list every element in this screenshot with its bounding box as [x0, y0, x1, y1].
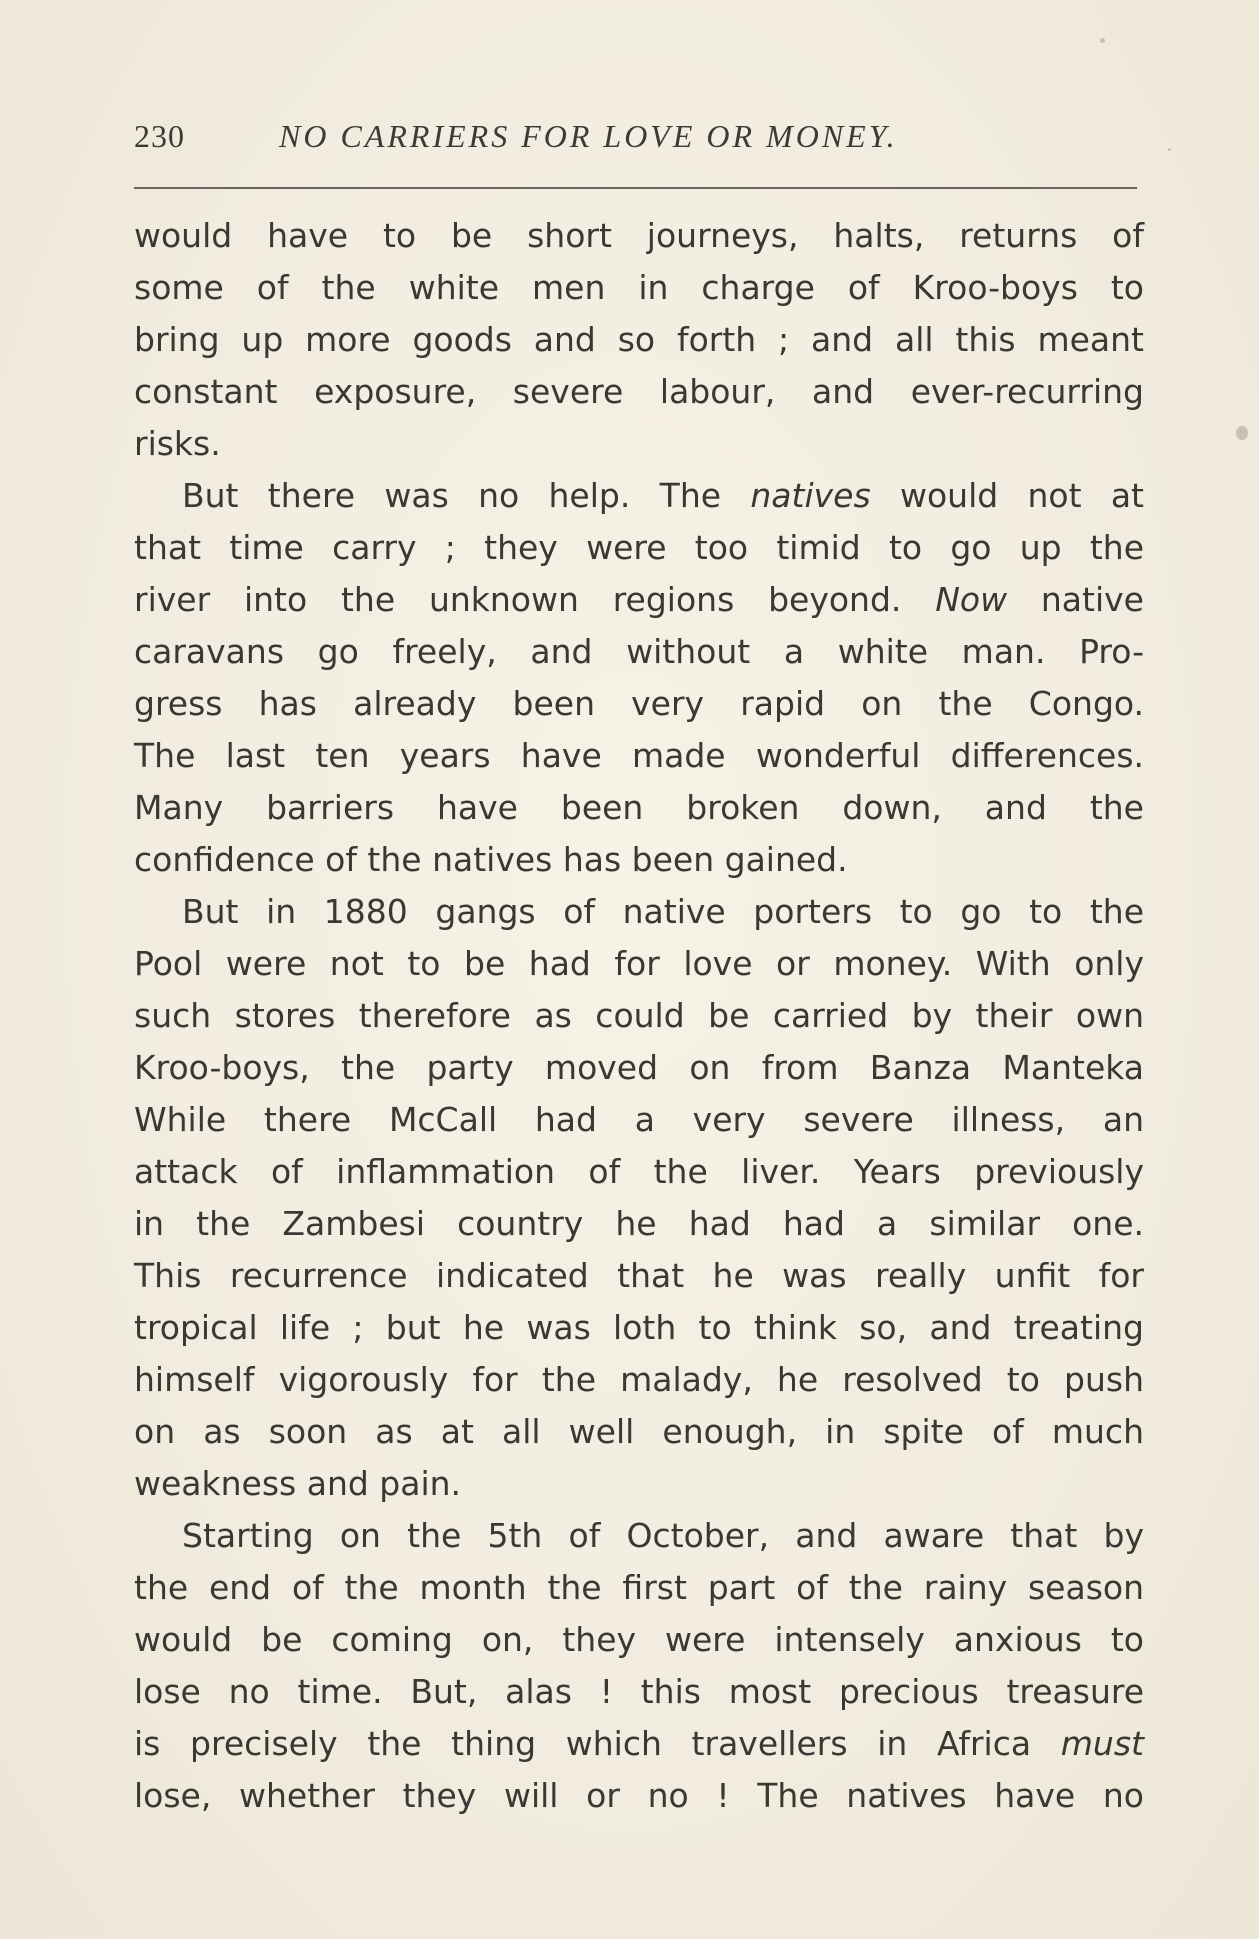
text-line: But in 1880 gangs of native porters to go to the	[182, 892, 1144, 931]
text-fragment: river into the unknown regions beyond.	[134, 580, 902, 619]
text-line: gress has already been very rapid on the Congo.	[134, 684, 1144, 723]
text-line: lose no time. But, alas ! this most precious treasure	[134, 1672, 1144, 1711]
the-word: The	[659, 476, 722, 515]
text-line: would be coming on, they were intensely anxious to	[134, 1620, 1144, 1659]
text-line: constant exposure, severe labour, and ever-recurring	[134, 372, 1144, 411]
text-line: bring up more goods and so forth ; and all this meant	[134, 320, 1144, 359]
text-line: Kroo-boys, the party moved on from Banza Manteka	[134, 1048, 1144, 1087]
text-line: on as soon as at all well enough, in spite of much	[134, 1412, 1144, 1451]
running-head: NO CARRIERS FOR LOVE OR MONEY.	[279, 118, 898, 154]
text-line: lose, whether they will or no ! The natives have no	[134, 1776, 1144, 1815]
text-line: in the Zambesi country he had had a similar one.	[134, 1204, 1144, 1243]
text-line	[134, 574, 1144, 626]
text-line: The last ten years have made wonderful differences.	[134, 736, 1144, 775]
text-line: confidence of the natives has been gained.	[134, 840, 848, 879]
text-line: Many barriers have been broken down, and the	[134, 788, 1144, 827]
body-text	[134, 210, 1144, 1822]
text-line: Pool were not to be had for love or money. With only	[134, 944, 1144, 983]
text-line: that time carry ; they were too timid to go up the	[134, 528, 1144, 567]
text-line: risks.	[134, 424, 221, 463]
text-line	[134, 1718, 1144, 1770]
text-line: This recurrence indicated that he was really unfit for	[134, 1256, 1144, 1295]
paper-speck	[1236, 426, 1248, 440]
italic-word: must	[1060, 1724, 1144, 1763]
text-line: the end of the month the first part of the rainy season	[134, 1568, 1144, 1607]
text-line: would have to be short journeys, halts, returns of	[134, 216, 1144, 255]
text-line: such stores therefore as could be carried by their own	[134, 996, 1144, 1035]
text-line: While there McCall had a very severe illness, an	[134, 1100, 1144, 1139]
text-line: attack of inflammation of the liver. Years previously	[134, 1152, 1144, 1191]
text-line: caravans go freely, and without a white man. Pro-	[134, 632, 1144, 671]
paper-speck	[1168, 148, 1171, 151]
text-fragment: is precisely the thing which travellers in Africa	[134, 1724, 1032, 1763]
italic-word: Now	[935, 580, 1008, 619]
text-fragment: would not at	[899, 476, 1144, 515]
page-header	[134, 118, 1144, 168]
text-line	[134, 470, 1144, 522]
paper-speck	[1100, 38, 1105, 43]
text-line: Starting on the 5th of October, and aware that by	[182, 1516, 1144, 1555]
text-line: himself vigorously for the malady, he resolved to push	[134, 1360, 1144, 1399]
text-fragment: native	[1040, 580, 1144, 619]
text-line: weakness and pain.	[134, 1464, 462, 1503]
italic-word: natives	[750, 476, 871, 515]
text-line: tropical life ; but he was loth to think so, and treating	[134, 1308, 1144, 1347]
text-line: some of the white men in charge of Kroo-boys to	[134, 268, 1144, 307]
page-number: 230	[134, 118, 185, 154]
text-fragment: But there was no help.	[182, 476, 631, 515]
header-rule	[134, 187, 1137, 189]
